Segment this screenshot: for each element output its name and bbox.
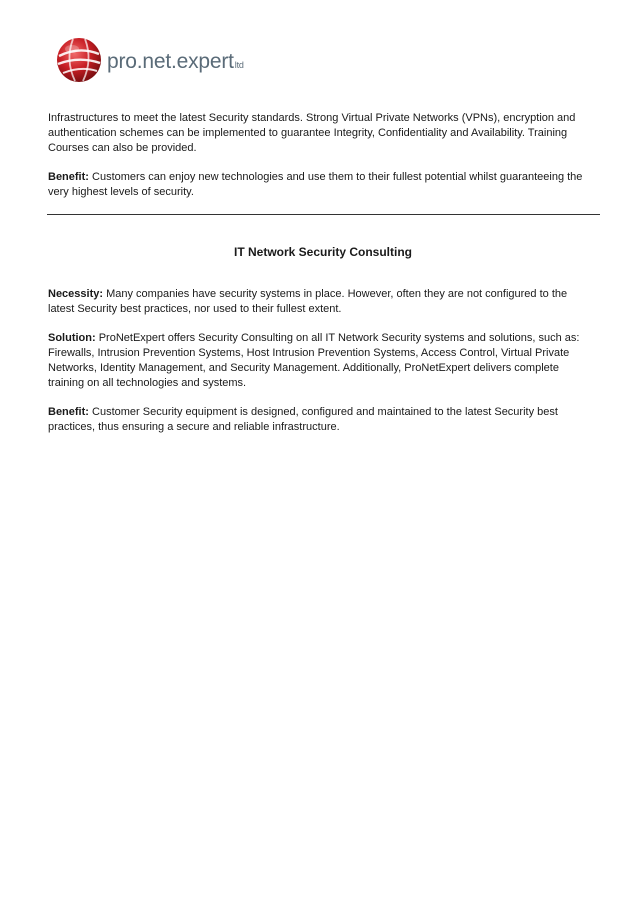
consulting-section <box>48 287 596 449</box>
necessity-text: Many companies have security systems in place. However, often they are not configured to the latest Security best practices, nor used to their fullest extent. <box>48 288 568 315</box>
solution-text: ProNetExpert offers Security Consulting on all IT Network Security systems and solutions, such as: Firewalls, Intrusion Prevention Systems, Host Intrusion Prevention Systems, Access Control, Virtual Private Networks, Identity Management, and Security Management. Additionally, ProNetExpert delivers complete training on all technologies and systems. <box>48 332 580 389</box>
consulting-benefit-paragraph <box>48 405 596 435</box>
benefit-text: Customers can enjoy new technologies and use them to their fullest potential whilst guaranteeing the very highest levels of security. <box>48 171 583 198</box>
section-heading: IT Network Security Consulting <box>233 245 413 259</box>
solution-label: Solution: <box>48 332 96 344</box>
solution-paragraph <box>48 331 596 391</box>
necessity-paragraph <box>48 287 596 317</box>
necessity-label: Necessity: <box>48 288 104 300</box>
globe-logo-icon <box>55 36 103 84</box>
intro-benefit-paragraph <box>48 170 596 200</box>
logo-wordmark: pro.net.expert <box>107 50 234 73</box>
benefit-label: Benefit: <box>48 171 89 183</box>
intro-paragraph: Infrastructures to meet the latest Security standards. Strong Virtual Private Networks (VPNs), encryption and authentication schemes can be implemented to guarantee Integrity, Confidentiality and Availability. Training Courses can also be provided. <box>48 112 576 154</box>
company-logo <box>55 36 244 84</box>
consulting-benefit-label: Benefit: <box>48 406 89 418</box>
intro-section <box>48 111 596 214</box>
logo-suffix: ltd <box>234 60 244 70</box>
section-divider <box>47 214 600 215</box>
consulting-benefit-text: Customer Security equipment is designed, configured and maintained to the latest Security best practices, thus ensuring a secure and reliable infrastructure. <box>48 406 558 433</box>
